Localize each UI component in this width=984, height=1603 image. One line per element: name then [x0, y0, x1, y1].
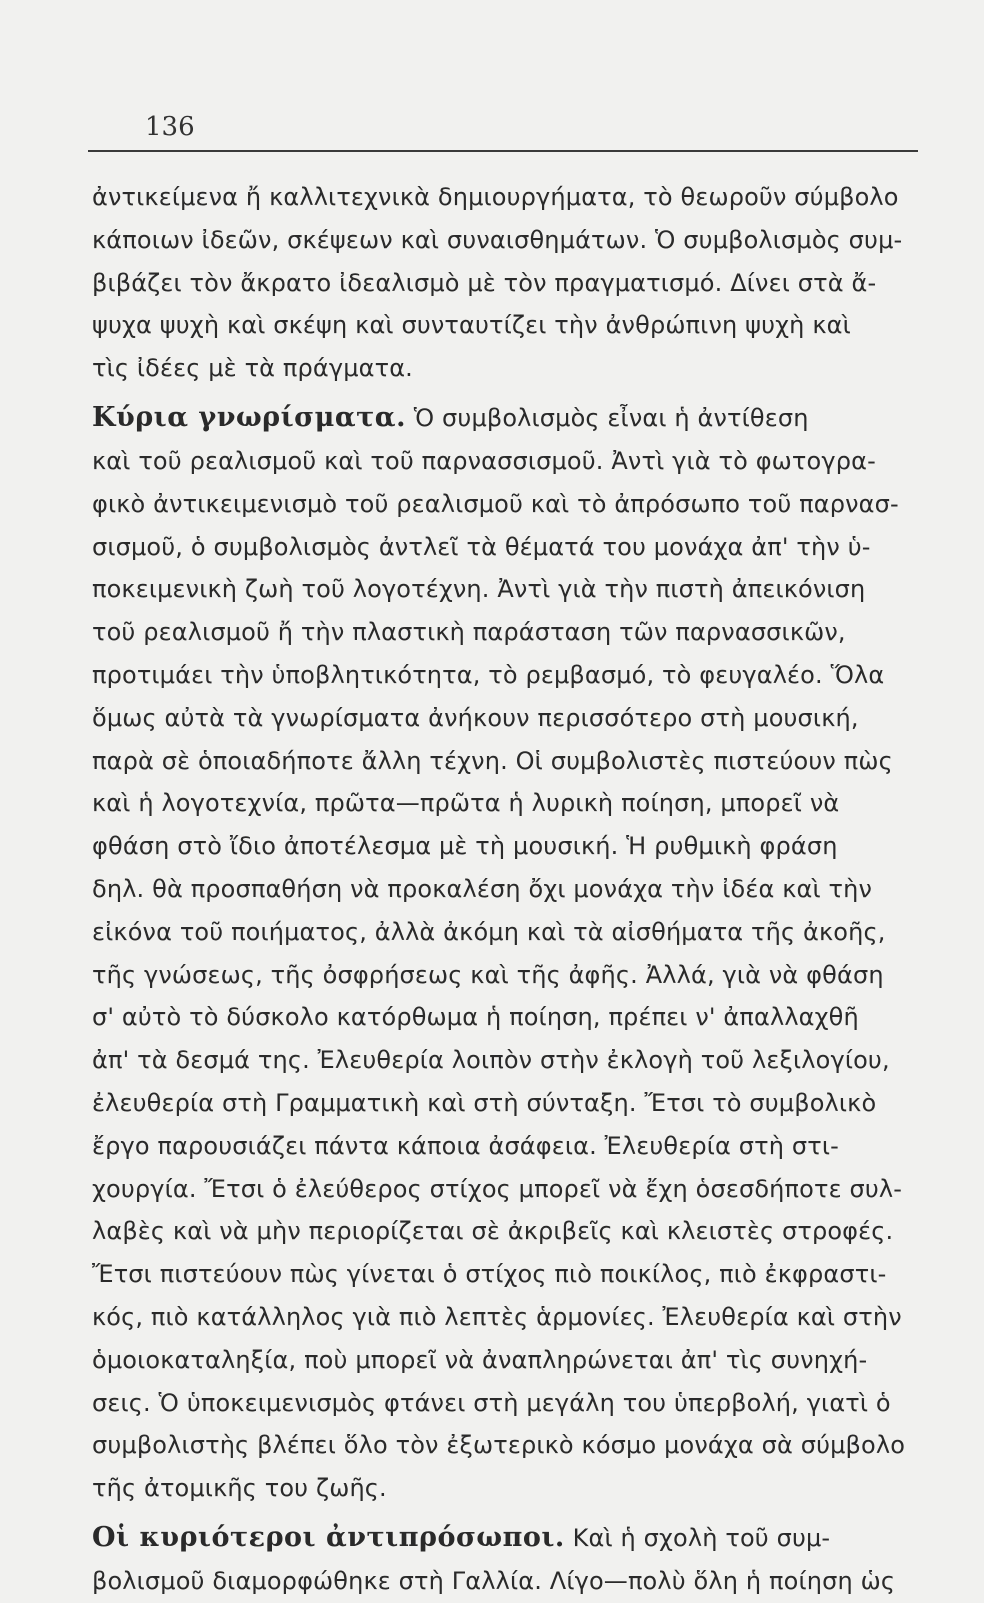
section-first-line: [92, 396, 942, 440]
paragraph-line: τὶς ἰδέες μὲ τὰ πράγματα.: [92, 354, 413, 383]
paragraph-line: βιβάζει τὸν ἄκρατο ἰδεαλισμὸ μὲ τὸν πραγματισμό. Δίνει στὰ ἄ-: [92, 268, 877, 297]
paragraph-line: τοῦ ρεαλισμοῦ ἤ τὴν πλαστικὴ παράσταση τῶν παρνασσικῶν,: [92, 618, 846, 647]
paragraph-line: λαβὲς καὶ νὰ μὴν περιορίζεται σὲ ἀκριβεῖς καὶ κλειστὲς στροφές.: [92, 1217, 894, 1246]
paragraph-line: καὶ τοῦ ρεαλισμοῦ καὶ τοῦ παρνασσισμοῦ. Ἀντὶ γιὰ τὸ φωτογρα-: [92, 446, 876, 475]
paragraph-line: ὅμως αὐτὰ τὰ γνωρίσματα ἀνήκουν περισσότερο στὴ μουσική,: [92, 703, 859, 732]
paragraph-line: τῆς ἀτομικῆς του ζωῆς.: [92, 1474, 387, 1503]
paragraph-line: ἐλευθερία στὴ Γραμματικὴ καὶ στὴ σύνταξη. Ἔτσι τὸ συμβολικὸ: [92, 1088, 877, 1117]
paragraph-line: ψυχα ψυχὴ καὶ σκέψη καὶ συνταυτίζει τὴν ἀνθρώπινη ψυχὴ καὶ: [92, 311, 851, 340]
page-number: 136: [145, 112, 195, 142]
paragraph-line: χουργία. Ἔτσι ὁ ἐλεύθερος στίχος μπορεῖ νὰ ἔχη ὁσεσδήποτε συλ-: [92, 1174, 903, 1203]
paragraph-line: τῆς γνώσεως, τῆς ὀσφρήσεως καὶ τῆς ἀφῆς. Ἀλλά, γιὰ νὰ φθάση: [92, 960, 884, 989]
paragraph-line: εἰκόνα τοῦ ποιήματος, ἀλλὰ ἀκόμη καὶ τὰ αἰσθήματα τῆς ἀκοῆς,: [92, 917, 886, 946]
paragraph-line: παρὰ σὲ ὁποιαδήποτε ἄλλη τέχνη. Οἱ συμβολιστὲς πιστεύουν πὼς: [92, 746, 893, 775]
header-rule: [88, 150, 918, 152]
section-heading-main-features: Κύρια γνωρίσματα.: [92, 401, 406, 433]
paragraph-line: σεις. Ὁ ὑποκειμενισμὸς φτάνει στὴ μεγάλη του ὑπερβολή, γιατὶ ὁ: [92, 1388, 891, 1417]
paragraph-line: φθάση στὸ ἴδιο ἀποτέλεσμα μὲ τὴ μουσική. Ἡ ρυθμικὴ φράση: [92, 832, 838, 861]
paragraph-line: σ' αὐτὸ τὸ δύσκολο κατόρθωμα ἡ ποίηση, πρέπει ν' ἀπαλλαχθῆ: [92, 1003, 859, 1032]
section-heading-main-representatives: Οἱ κυριότεροι ἀντιπρόσωποι.: [92, 1521, 565, 1553]
page-body: [92, 176, 942, 1603]
section-first-line-text: Καὶ ἡ σχολὴ τοῦ συμ-: [572, 1523, 831, 1552]
paragraph-line: σισμοῦ, ὁ συμβολισμὸς ἀντλεῖ τὰ θέματά του μονάχα ἀπ' τὴν ὑ-: [92, 532, 871, 561]
paragraph-line: προτιμάει τὴν ὑποβλητικότητα, τὸ ρεμβασμό, τὸ φευγαλέο. Ὅλα: [92, 660, 885, 689]
paragraph-line: δηλ. θὰ προσπαθήση νὰ προκαλέση ὄχι μονάχα τὴν ἰδέα καὶ τὴν: [92, 874, 873, 903]
paragraph-line: ποκειμενικὴ ζωὴ τοῦ λογοτέχνη. Ἀντὶ γιὰ τὴν πιστὴ ἀπεικόνιση: [92, 575, 866, 604]
paragraph-line: φικὸ ἀντικειμενισμὸ τοῦ ρεαλισμοῦ καὶ τὸ ἀπρόσωπο τοῦ παρνασ-: [92, 489, 899, 518]
paragraph-line: ἔργο παρουσιάζει πάντα κάποια ἀσάφεια. Ἐλευθερία στὴ στι-: [92, 1131, 839, 1160]
paragraph-line: Ἔτσι πιστεύουν πὼς γίνεται ὁ στίχος πιὸ ποικίλος, πιὸ ἐκφραστι-: [92, 1260, 887, 1289]
paragraph-line: ὁμοιοκαταληξία, ποὺ μπορεῖ νὰ ἀναπληρώνεται ἀπ' τὶς συνηχή-: [92, 1345, 868, 1374]
paragraph-line: συμβολιστὴς βλέπει ὅλο τὸν ἐξωτερικὸ κόσμο μονάχα σὰ σύμβολο: [92, 1431, 906, 1460]
paragraph-line: βολισμοῦ διαμορφώθηκε στὴ Γαλλία. Λίγο—πολὺ ὅλη ἡ ποίηση ὡς: [92, 1566, 896, 1595]
paragraph-line: κός, πιὸ κατάλληλος γιὰ πιὸ λεπτὲς ἁρμονίες. Ἐλευθερία καὶ στὴν: [92, 1302, 902, 1331]
paragraph-line: κάποιων ἰδεῶν, σκέψεων καὶ συναισθημάτων. Ὁ συμβολισμὸς συμ-: [92, 225, 903, 254]
paragraph-line: ἀπ' τὰ δεσμά της. Ἐλευθερία λοιπὸν στὴν ἐκλογὴ τοῦ λεξιλογίου,: [92, 1046, 890, 1075]
paragraph-line: καὶ ἡ λογοτεχνία, πρῶτα—πρῶτα ἡ λυρικὴ ποίηση, μπορεῖ νὰ: [92, 789, 840, 818]
paragraph-line: ἀντικείμενα ἤ καλλιτεχνικὰ δημιουργήματα, τὸ θεωροῦν σύμβολο: [92, 183, 899, 211]
section-first-line: [92, 1516, 942, 1560]
section-first-line-text: Ὁ συμβολισμὸς εἶναι ἡ ἀντίθεση: [413, 403, 809, 432]
